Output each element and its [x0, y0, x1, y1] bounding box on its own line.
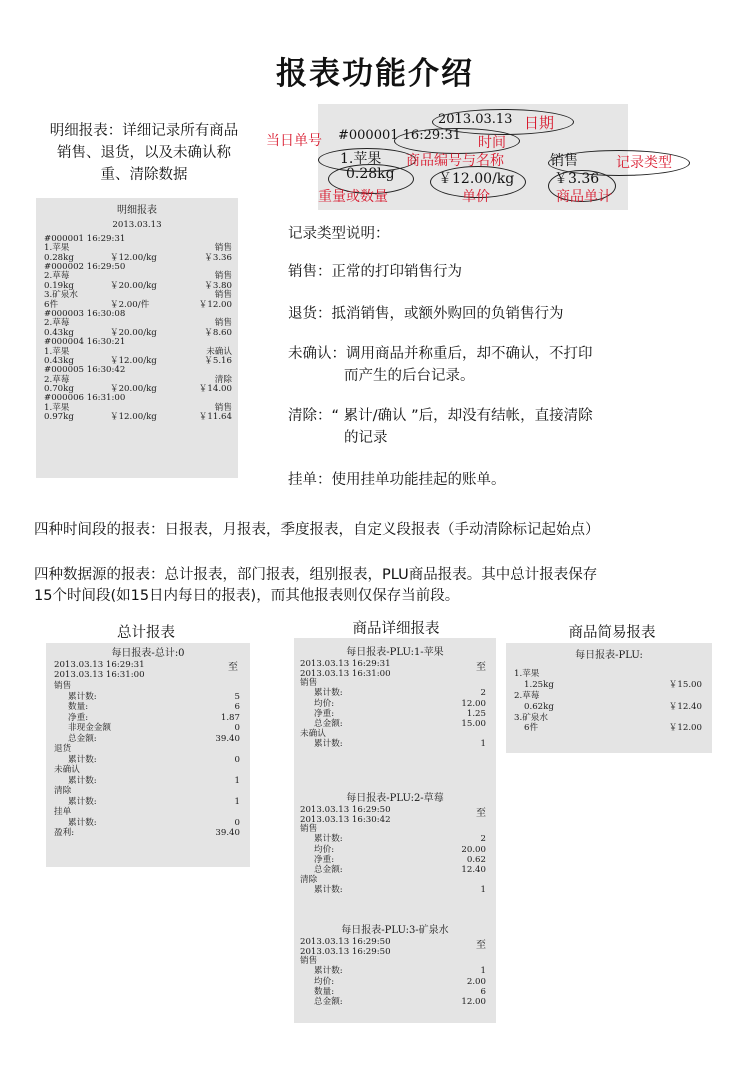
receipt-cell: 销售	[214, 402, 232, 413]
receipt-to: 至	[228, 662, 238, 674]
receipt-value: 12.40	[461, 864, 486, 875]
receipt-cell: ￥12.00/kg	[110, 412, 157, 423]
receipt-label: 累计数:	[314, 885, 343, 896]
record-type-text: “ 累计/确认 ”后，却没有结帐，直接清除	[331, 408, 593, 424]
receipt-range	[294, 938, 496, 957]
receipt-start: 2013.03.13 16:29:50	[300, 937, 391, 948]
receipt-label: 数量:	[314, 986, 335, 997]
receipt-row	[54, 744, 240, 755]
receipt-cell: ￥12.00	[198, 299, 232, 310]
receipt-cell: ￥3.80	[204, 280, 232, 291]
receipt-cell: ￥5.16	[204, 355, 232, 366]
receipt-section: 销售	[54, 681, 72, 692]
receipt-cell: 1.苹果	[514, 669, 540, 680]
receipt-value: 0	[234, 817, 240, 828]
intro-line: 重、清除数据	[100, 167, 188, 183]
receipt-label: 均价:	[314, 976, 335, 987]
receipt-cell: ￥12.40	[668, 701, 702, 712]
receipt-row	[54, 681, 240, 692]
annotated-weight: 0.28kg	[346, 166, 395, 182]
receipt-row	[44, 394, 232, 403]
receipt-row	[54, 702, 240, 713]
intro-line: 销售、退货，以及未确认称	[57, 145, 231, 161]
receipt-value: 6	[480, 986, 486, 997]
receipt-section: 盈利:	[54, 828, 75, 839]
receipt-section: 挂单	[54, 807, 72, 818]
receipt-value: 2.00	[466, 976, 486, 987]
receipt-row	[54, 807, 240, 818]
receipt-label: 累计数:	[314, 834, 343, 845]
sources-line: 15个时间段(如15日内每日的报表)，而其他报表则仅保存当前段。	[34, 588, 460, 604]
receipt-cell: 0.70kg	[44, 384, 74, 395]
receipt-cell: ￥3.36	[204, 252, 232, 263]
receipt-to: 至	[476, 662, 486, 674]
receipt-title: 每日报表-PLU:3-矿泉水	[341, 925, 449, 936]
label-item: 商品编号与名称	[406, 153, 504, 169]
receipt-cell: 3.矿泉水	[514, 712, 548, 723]
receipt-value: 1	[234, 796, 240, 807]
receipt-section: 退货	[54, 744, 72, 755]
receipt-value: 2	[480, 688, 486, 699]
receipt-value: 12.00	[461, 698, 486, 709]
receipt-label: 累计数:	[68, 817, 97, 828]
receipt-date: 2013.03.13	[112, 220, 162, 231]
receipt-section: 销售	[300, 956, 318, 967]
receipt-cell: #000005 16:30:42	[44, 365, 126, 376]
receipt-value: 0	[234, 754, 240, 765]
receipt-cell: 1.苹果	[44, 402, 70, 413]
receipt-cell: 清除	[214, 374, 232, 385]
record-type-cont: 而产生的后台记录。	[344, 368, 475, 384]
receipt-label: 均价:	[314, 698, 335, 709]
periods-text: 四种时间段的报表：日报表，月报表，季度报表，自定义段报表（手动清除标记起始点）	[34, 522, 600, 538]
receipt-row	[54, 786, 240, 797]
receipt-cell: #000004 16:30:21	[44, 337, 126, 348]
receipt-cell: ￥11.64	[198, 412, 232, 423]
simple-receipt	[506, 643, 712, 753]
label-type: 记录类型	[616, 155, 672, 171]
receipt-row	[54, 734, 240, 745]
receipt-section: 销售	[300, 678, 318, 689]
receipt-cell: ￥12.00/kg	[110, 355, 157, 366]
plu-detail-receipts	[294, 638, 496, 1023]
receipt-cell: 0.97kg	[44, 412, 74, 423]
receipt-cell: #000001 16:29:31	[44, 233, 126, 244]
receipt-value: 39.40	[215, 828, 240, 839]
receipt-row	[54, 713, 240, 724]
label-total: 商品单计	[556, 189, 612, 205]
receipt-row	[54, 776, 240, 787]
detail-receipt	[36, 198, 238, 478]
receipt-cell: ￥20.00/kg	[110, 327, 157, 338]
receipt-label: 均价:	[314, 844, 335, 855]
sources-line: 四种数据源的报表：总计报表，部门报表，组别报表，PLU商品报表。其中总计报表保存	[34, 567, 598, 583]
receipt-label: 数量:	[68, 702, 89, 713]
receipt-row	[300, 740, 486, 750]
receipt-row	[300, 886, 486, 896]
receipt-row	[44, 263, 232, 272]
receipt-start: 2013.03.13 16:29:31	[300, 659, 391, 670]
receipt-cell: 6件	[44, 299, 59, 310]
receipt-cell: 1.苹果	[44, 243, 70, 254]
receipt-cell: #000002 16:29:50	[44, 261, 126, 272]
receipt-range	[294, 660, 496, 679]
annotated-type: 销售	[550, 153, 578, 169]
receipt-row	[44, 235, 232, 244]
receipt-rows	[36, 235, 238, 423]
receipt-row	[514, 723, 702, 734]
receipt-row	[514, 713, 702, 724]
receipt-cell: 销售	[214, 318, 232, 329]
receipt-range	[46, 661, 250, 681]
receipt-label: 总金额:	[314, 864, 343, 875]
receipt-value: 15.00	[461, 718, 486, 729]
plu-receipt	[294, 916, 496, 1008]
receipt-cell: ￥14.00	[198, 384, 232, 395]
receipt-row	[44, 338, 232, 347]
label-date: 日期	[524, 114, 555, 132]
receipt-row	[54, 723, 240, 734]
receipt-cell: 销售	[214, 290, 232, 301]
receipt-row	[54, 828, 240, 839]
receipt-value: 1.87	[220, 712, 240, 723]
receipt-cell: #000006 16:31:00	[44, 393, 126, 404]
receipt-start: 2013.03.13 16:29:50	[300, 805, 391, 816]
record-type-text: 抵消销售，或额外购回的负销售行为	[331, 306, 564, 322]
record-type-unconfirmed	[288, 344, 593, 365]
receipt-title: 每日报表-PLU:	[575, 650, 643, 661]
receipt-row	[44, 366, 232, 375]
record-types-heading: 记录类型说明：	[288, 226, 390, 242]
receipt-cell: ￥12.00	[668, 723, 702, 734]
receipt-value: 1	[234, 775, 240, 786]
plu-receipt	[294, 638, 496, 751]
receipt-value: 6	[234, 702, 240, 713]
annotated-item: 1.苹果	[340, 151, 382, 167]
receipt-label: 累计数:	[314, 966, 343, 977]
record-type-label: 挂单：	[288, 472, 332, 488]
receipt-value: 5	[234, 691, 240, 702]
receipt-row	[300, 998, 486, 1008]
receipt-cell: 1.苹果	[44, 346, 70, 357]
receipt-label: 非现金金额	[68, 723, 111, 734]
receipt-rows	[294, 957, 496, 1008]
record-type-label: 销售：	[288, 264, 332, 280]
receipt-cell: 3.矿泉水	[44, 290, 78, 301]
receipt-row	[300, 866, 486, 876]
plu-receipt	[294, 784, 496, 897]
receipt-label: 净重:	[68, 712, 89, 723]
page-title: 报表功能介绍	[276, 56, 474, 92]
intro-text	[28, 120, 260, 186]
receipt-row	[514, 702, 702, 713]
record-type-label: 未确认：	[288, 346, 346, 362]
record-type-text: 正常的打印销售行为	[331, 264, 462, 280]
receipt-row	[44, 310, 232, 319]
receipt-value: 0.62	[466, 854, 486, 865]
receipt-row	[54, 692, 240, 703]
receipt-row	[54, 797, 240, 808]
total-receipt	[46, 643, 250, 867]
receipt-cell: ￥20.00/kg	[110, 384, 157, 395]
record-type-return	[288, 304, 564, 325]
receipt-rows	[294, 679, 496, 750]
receipt-cell: 1.25kg	[524, 680, 554, 691]
label-time: 时间	[478, 135, 506, 151]
receipt-section: 未确认	[300, 729, 326, 740]
section-total-heading: 总计报表	[117, 625, 175, 641]
receipt-cell: ￥20.00/kg	[110, 280, 157, 291]
annotated-date: 2013.03.13	[438, 112, 513, 127]
receipt-label: 累计数:	[68, 796, 97, 807]
sources-text	[34, 565, 597, 607]
receipt-value: 1.25	[466, 708, 486, 719]
receipt-row	[44, 413, 232, 422]
receipt-value: 2	[480, 834, 486, 845]
receipt-label: 累计数:	[68, 754, 97, 765]
receipt-to: 至	[476, 808, 486, 820]
receipt-section: 清除	[300, 875, 318, 886]
receipt-label: 净重:	[314, 708, 335, 719]
receipt-label: 累计数:	[314, 739, 343, 750]
receipt-rows	[506, 663, 712, 734]
receipt-to: 至	[476, 940, 486, 952]
receipt-value: 39.40	[215, 733, 240, 744]
receipt-value: 1	[480, 739, 486, 750]
receipt-label: 净重:	[314, 854, 335, 865]
record-type-text: 使用挂单功能挂起的账单。	[331, 472, 506, 488]
record-type-label: 清除：	[288, 408, 332, 424]
receipt-cell: 2.草莓	[44, 318, 70, 329]
receipt-row	[514, 669, 702, 680]
receipt-cell: 6件	[524, 723, 539, 734]
receipt-title: 每日报表-PLU:1-苹果	[346, 647, 444, 658]
receipt-end: 2013.03.13 16:31:00	[54, 669, 145, 680]
record-type-cont: 的记录	[344, 430, 388, 446]
receipt-title: 每日报表-PLU:2-草莓	[346, 793, 444, 804]
intro-line: 明细报表：详细记录所有商品	[49, 123, 239, 139]
receipt-cell: ￥8.60	[204, 327, 232, 338]
receipt-row	[54, 765, 240, 776]
receipt-end: 2013.03.13 16:29:50	[300, 946, 391, 957]
receipt-cell: 0.43kg	[44, 355, 74, 366]
receipt-cell: 0.28kg	[44, 252, 74, 263]
receipt-label: 总金额:	[314, 718, 343, 729]
receipt-row	[514, 680, 702, 691]
annotated-price: ￥12.00/kg	[438, 171, 515, 187]
label-price: 单价	[462, 189, 490, 205]
receipt-value: 20.00	[461, 844, 486, 855]
receipt-title: 每日报表-总计:0	[111, 648, 185, 659]
receipt-label: 累计数:	[68, 775, 97, 786]
section-detail-heading: 商品详细报表	[352, 621, 440, 637]
annotated-record: #000001 16:29:31	[338, 128, 462, 143]
receipt-cell: #000003 16:30:08	[44, 308, 126, 319]
label-weight: 重量或数量	[318, 189, 388, 205]
receipt-value: 0	[234, 723, 240, 734]
receipt-cell: 0.62kg	[524, 701, 554, 712]
receipt-row	[514, 691, 702, 702]
receipt-label: 累计数:	[68, 691, 97, 702]
receipt-title: 明细报表	[117, 205, 157, 216]
receipt-cell: 未确认	[206, 346, 232, 357]
receipt-cell: 2.草莓	[514, 691, 540, 701]
receipt-range	[294, 806, 496, 825]
record-type-hold	[288, 470, 506, 491]
receipt-cell: 2.草莓	[44, 374, 70, 385]
receipt-section: 清除	[54, 786, 72, 797]
receipt-row	[54, 818, 240, 829]
receipt-value: 12.00	[461, 996, 486, 1007]
receipt-label: 累计数:	[314, 688, 343, 699]
record-type-text: 调用商品并称重后，却不确认，不打印	[346, 346, 593, 362]
receipt-rows	[294, 825, 496, 896]
receipt-cell: 0.43kg	[44, 327, 74, 338]
record-type-sale	[288, 262, 462, 283]
label-record-no: 当日单号	[266, 133, 322, 149]
annotated-total: ￥3.36	[554, 171, 600, 187]
receipt-cell: 0.19kg	[44, 280, 74, 291]
receipt-label: 总金额:	[68, 733, 97, 744]
receipt-start: 2013.03.13 16:29:31	[54, 660, 145, 671]
receipt-end: 2013.03.13 16:30:42	[300, 814, 391, 825]
receipt-cell: 销售	[214, 271, 232, 282]
receipt-label: 总金额:	[314, 996, 343, 1007]
receipt-cell: ￥15.00	[668, 680, 702, 691]
receipt-section: 销售	[300, 824, 318, 835]
receipt-section: 未确认	[54, 765, 80, 776]
section-simple-heading: 商品简易报表	[568, 625, 656, 641]
record-type-clear	[288, 406, 593, 427]
receipt-end: 2013.03.13 16:31:00	[300, 668, 391, 679]
receipt-cell: ￥2.00/件	[110, 299, 150, 310]
receipt-cell: 销售	[214, 243, 232, 254]
receipt-row	[54, 755, 240, 766]
receipt-rows	[46, 681, 250, 839]
receipt-row	[300, 720, 486, 730]
receipt-value: 1	[480, 966, 486, 977]
receipt-cell: 2.草莓	[44, 271, 70, 282]
record-type-label: 退货：	[288, 306, 332, 322]
receipt-cell: ￥12.00/kg	[110, 252, 157, 263]
receipt-value: 1	[480, 885, 486, 896]
